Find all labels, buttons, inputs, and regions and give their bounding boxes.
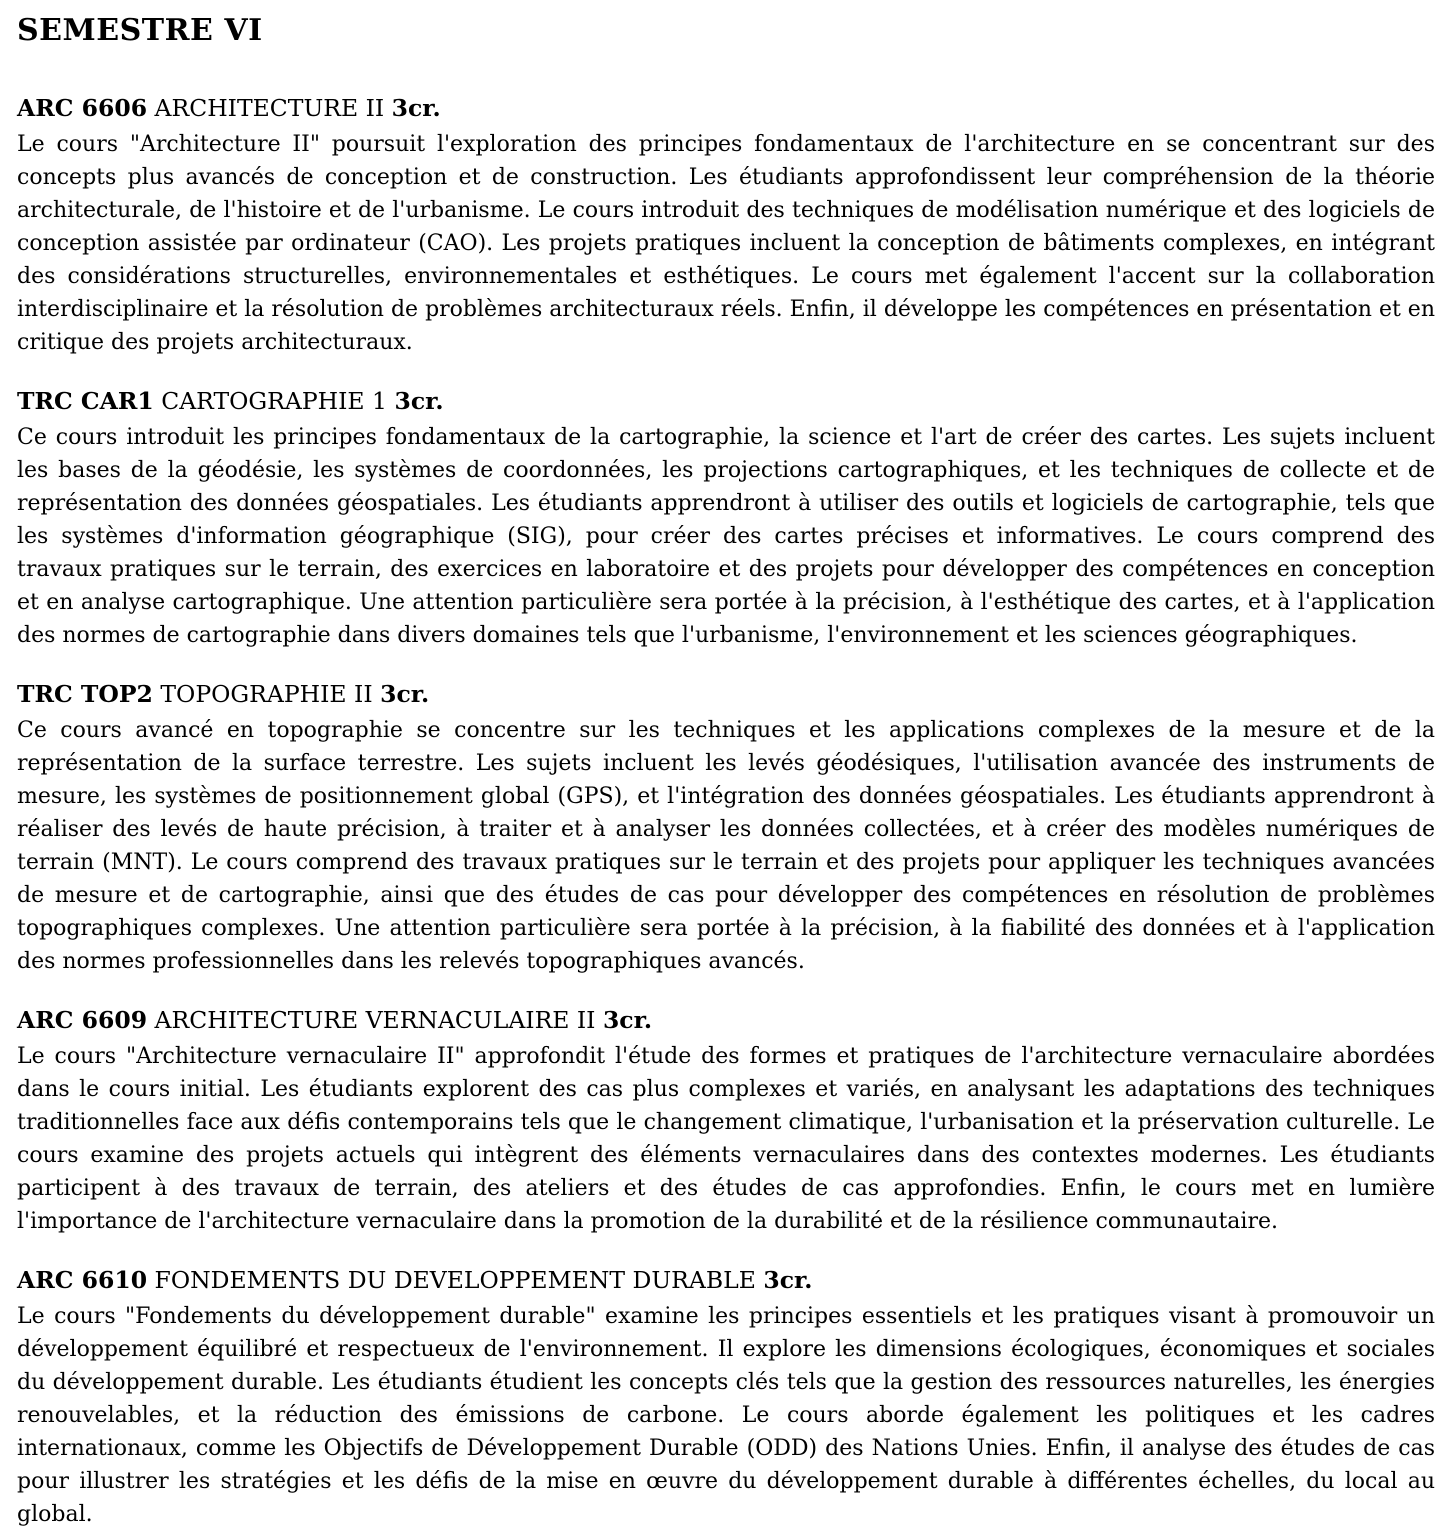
course-code: TRC CAR1 <box>17 387 154 415</box>
course-code: ARC 6610 <box>17 1266 148 1294</box>
course-heading <box>17 90 1435 126</box>
course-credits: 3cr. <box>763 1266 813 1294</box>
course-name: ARCHITECTURE II <box>154 94 385 122</box>
course-description: Ce cours avancé en topographie se concentre sur les techniques et les applications complexes de la mesure et de la représentation de la surface terrestre. Les sujets incluent les levés géodésiques, l'utilisation avancée des instruments de mesure, les systèmes de positionnement global (GPS), et l'intégration des données géospatiales. Les étudiants apprendront à réaliser des levés de haute précision, à traiter et à analyser les données collectées, et à créer des modèles numériques de terrain (MNT). Le cours comprend des travaux pratiques sur le terrain et des projets pour appliquer les techniques avancées de mesure et de cartographie, ainsi que des études de cas pour développer des compétences en résolution de problèmes topographiques complexes. Une attention particulière sera portée à la précision, à la fiabilité des données et à l'application des normes professionnelles dans les relevés topographiques avancés. <box>17 718 1435 974</box>
course-section-trc-top2 <box>17 676 1435 978</box>
course-heading <box>17 383 1435 419</box>
page-title: SEMESTRE VI <box>17 13 263 48</box>
course-section-trc-car1 <box>17 383 1435 652</box>
course-description: Le cours "Architecture II" poursuit l'exploration des principes fondamentaux de l'architecture en se concentrant sur des concepts plus avancés de conception et de construction. Les étudiants approfondissent leur compréhension de la théorie architecturale, de l'histoire et de l'urbanisme. Le cours introduit des techniques de modélisation numérique et des logiciels de conception assistée par ordinateur (CAO). Les projets pratiques incluent la conception de bâtiments complexes, en intégrant des considérations structurelles, environnementales et esthétiques. Le cours met également l'accent sur la collaboration interdisciplinaire et la résolution de problèmes architecturaux réels. Enfin, il développe les compétences en présentation et en critique des projets architecturaux. <box>17 132 1435 355</box>
course-credits: 3cr. <box>380 680 430 708</box>
course-description: Ce cours introduit les principes fondamentaux de la cartographie, la science et l'art de créer des cartes. Les sujets incluent les bases de la géodésie, les systèmes de coordonnées, les projections cartographiques, et les techniques de collecte et de représentation des données géospatiales. Les étudiants apprendront à utiliser des outils et logiciels de cartographie, tels que les systèmes d'information géographique (SIG), pour créer des cartes précises et informatives. Le cours comprend des travaux pratiques sur le terrain, des exercices en laboratoire et des projets pour développer des compétences en conception et en analyse cartographique. Une attention particulière sera portée à la précision, à l'esthétique des cartes, et à l'application des normes de cartographie dans divers domaines tels que l'urbanisme, l'environnement et les sciences géographiques. <box>17 425 1435 648</box>
course-section-arc-6610 <box>17 1262 1435 1531</box>
course-name: CARTOGRAPHIE 1 <box>161 387 387 415</box>
course-name: FONDEMENTS DU DEVELOPPEMENT DURABLE <box>154 1266 756 1294</box>
course-credits: 3cr. <box>394 387 444 415</box>
course-section-arc-6609 <box>17 1002 1435 1238</box>
course-credits: 3cr. <box>391 94 441 122</box>
course-heading <box>17 1262 1435 1298</box>
course-name: TOPOGRAPHIE II <box>160 680 373 708</box>
course-heading <box>17 676 1435 712</box>
course-credits: 3cr. <box>602 1006 653 1034</box>
course-code: TRC TOP2 <box>17 680 153 708</box>
course-code: ARC 6609 <box>17 1006 148 1034</box>
course-name: ARCHITECTURE VERNACULAIRE II <box>154 1006 596 1034</box>
course-heading <box>17 1002 1435 1038</box>
course-description: Le cours "Architecture vernaculaire II" approfondit l'étude des formes et pratiques de l'architecture vernaculaire abordées dans le cours initial. Les étudiants explorent des cas plus complexes et variés, en analysant les adaptations des techniques traditionnelles face aux défis contemporains tels que le changement climatique, l'urbanisation et la préservation culturelle. Le cours examine des projets actuels qui intègrent des éléments vernaculaires dans des contextes modernes. Les étudiants participent à des travaux de terrain, des ateliers et des études de cas approfondies. Enfin, le cours met en lumière l'importance de l'architecture vernaculaire dans la promotion de la durabilité et de la résilience communautaire. <box>17 1044 1435 1234</box>
course-code: ARC 6606 <box>17 94 148 122</box>
course-section-arc-6606 <box>17 90 1435 359</box>
course-description: Le cours "Fondements du développement durable" examine les principes essentiels et les pratiques visant à promouvoir un développement équilibré et respectueux de l'environnement. Il explore les dimensions écologiques, économiques et sociales du développement durable. Les étudiants étudient les concepts clés tels que la gestion des ressources naturelles, les énergies renouvelables, et la réduction des émissions de carbone. Le cours aborde également les politiques et les cadres internationaux, comme les Objectifs de Développement Durable (ODD) des Nations Unies. Enfin, il analyse des études de cas pour illustrer les stratégies et les défis de la mise en œuvre du développement durable à différentes échelles, du local au global. <box>17 1304 1435 1527</box>
